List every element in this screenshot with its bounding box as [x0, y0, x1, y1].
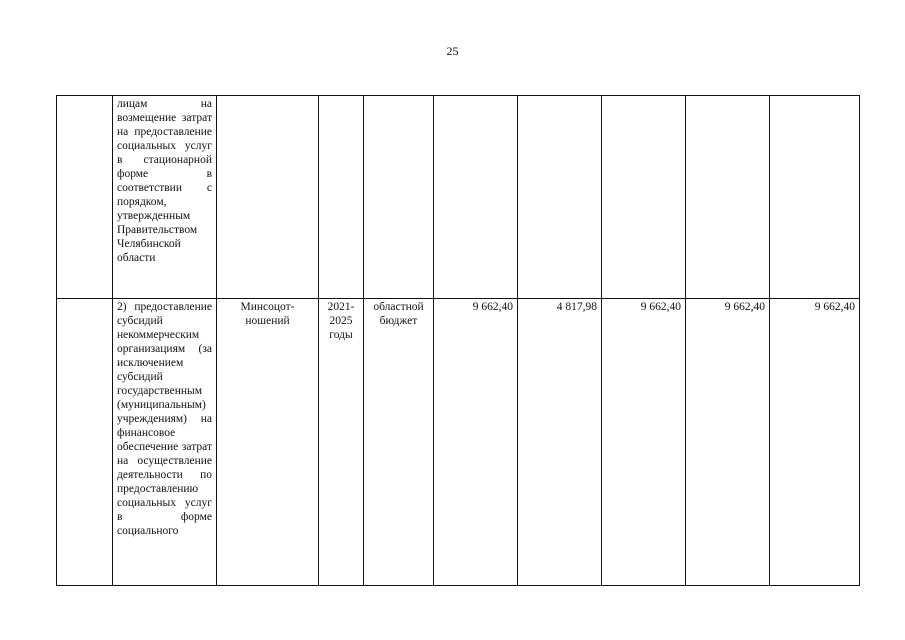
value-cell: 9 662,40 [434, 299, 518, 586]
value-cell: 9 662,40 [686, 299, 770, 586]
value-cell [518, 96, 602, 299]
value-cell: 4 817,98 [518, 299, 602, 586]
executor-cell: Минсоцотношений [217, 299, 319, 586]
period-cell: 2021-2025 годы [319, 299, 364, 586]
value-cell: 9 662,40 [602, 299, 686, 586]
row-number-cell [57, 299, 113, 586]
description-cell: лицам на возмещение затрат на предоставление социальных услуг в стационарной форме в соответствии с порядком, утвержденным Правительством Челябинской области [113, 96, 217, 299]
table-row [57, 96, 860, 299]
funding-source-cell [364, 96, 434, 299]
page-number: 25 [446, 44, 459, 58]
program-table [56, 95, 860, 586]
row-number-cell [57, 96, 113, 299]
period-cell [319, 96, 364, 299]
value-cell [434, 96, 518, 299]
value-cell: 9 662,40 [770, 299, 860, 586]
funding-source-cell: областной бюджет [364, 299, 434, 586]
description-cell: 2) предоставление субсидий некоммерческим организациям (за исключением субсидий государственным (муниципальным) учреждениям) на финансовое обеспечение затрат на осуществление деятельности по предоставлению социальных услуг в форме социального [113, 299, 217, 586]
value-cell [770, 96, 860, 299]
value-cell [602, 96, 686, 299]
executor-cell [217, 96, 319, 299]
value-cell [686, 96, 770, 299]
table-row [57, 299, 860, 586]
